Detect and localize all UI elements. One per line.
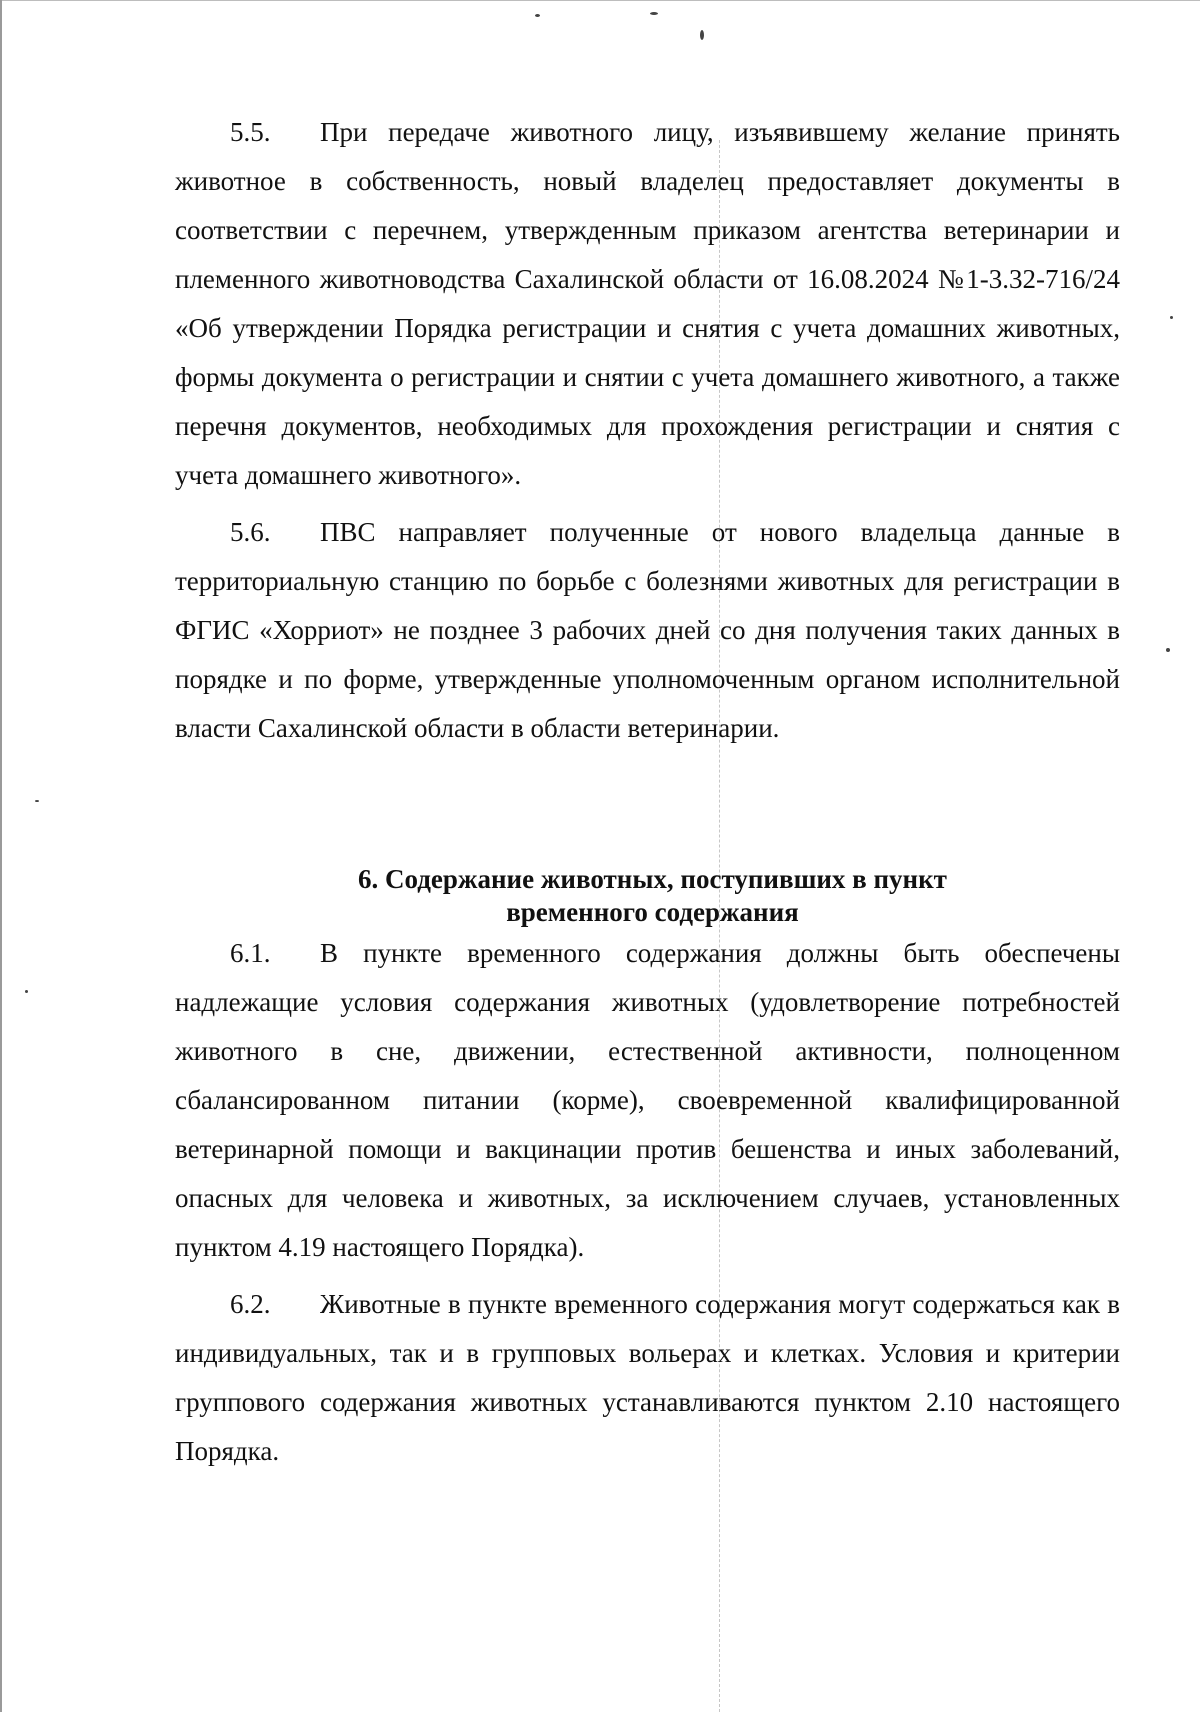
scan-speck <box>650 12 658 15</box>
section-heading-line-2: временного содержания <box>506 897 799 927</box>
paragraph-number: 6.1. <box>230 938 271 968</box>
scan-speck <box>1166 648 1170 652</box>
scan-top-edge <box>0 0 1200 1</box>
section-heading-line-1: 6. Содержание животных, поступивших в пункт <box>358 864 947 894</box>
scan-speck <box>25 990 28 993</box>
scan-speck <box>1170 316 1173 319</box>
paragraph-5-5 <box>175 108 1120 500</box>
paragraph-text: При передаче животного лицу, изъявившему желание принять животное в собственность, новый владелец предоставляет документы в соответствии с перечнем, утвержденным приказом агентства ветеринарии и племенного животноводства Сахалинской области от 16.08.2024 №1-3.32-716/24 «Об утверждении Порядка регистрации и снятия с учета домашних животных, формы документа о регистрации и снятии с учета домашнего животного, а также перечня документов, необходимых для прохождения регистрации и снятия с учета домашнего животного». <box>175 117 1120 490</box>
document-body <box>175 108 1120 1476</box>
paragraph-number: 6.2. <box>230 1289 271 1319</box>
paragraph-text: В пункте временного содержания должны быть обеспечены надлежащие условия содержания животных (удовлетворение потребностей животного в сне, движении, естественной активности, полноценном сбалансированном питании (корме), своевременной квалифицированной ветеринарной помощи и вакцинации против бешенства и иных заболеваний, опасных для человека и животных, за исключением случаев, установленных пунктом 4.19 настоящего Порядка). <box>175 938 1120 1262</box>
scan-left-edge <box>0 0 2 1712</box>
section-6-heading <box>175 863 1120 929</box>
paragraph-number: 5.6. <box>230 517 271 547</box>
paragraph-number: 5.5. <box>230 117 271 147</box>
paragraph-6-1 <box>175 929 1120 1272</box>
paragraph-5-6 <box>175 508 1120 753</box>
paragraph-6-2 <box>175 1280 1120 1476</box>
scan-speck <box>535 14 540 17</box>
paragraph-text: ПВС направляет полученные от нового владельца данные в территориальную станцию по борьбе с болезнями животных для регистрации в ФГИС «Хорриот» не позднее 3 рабочих дней со дня получения таких данных в порядке и по форме, утвержденные уполномоченным органом исполнительной власти Сахалинской области в области ветеринарии. <box>175 517 1120 743</box>
scan-speck <box>700 30 704 40</box>
paragraph-text: Животные в пункте временного содержания могут содержаться как в индивидуальных, так и в групповых вольерах и клетках. Условия и критерии группового содержания животных устанавливаются пунктом 2.10 настоящего Порядка. <box>175 1289 1120 1466</box>
scan-speck <box>35 800 39 802</box>
